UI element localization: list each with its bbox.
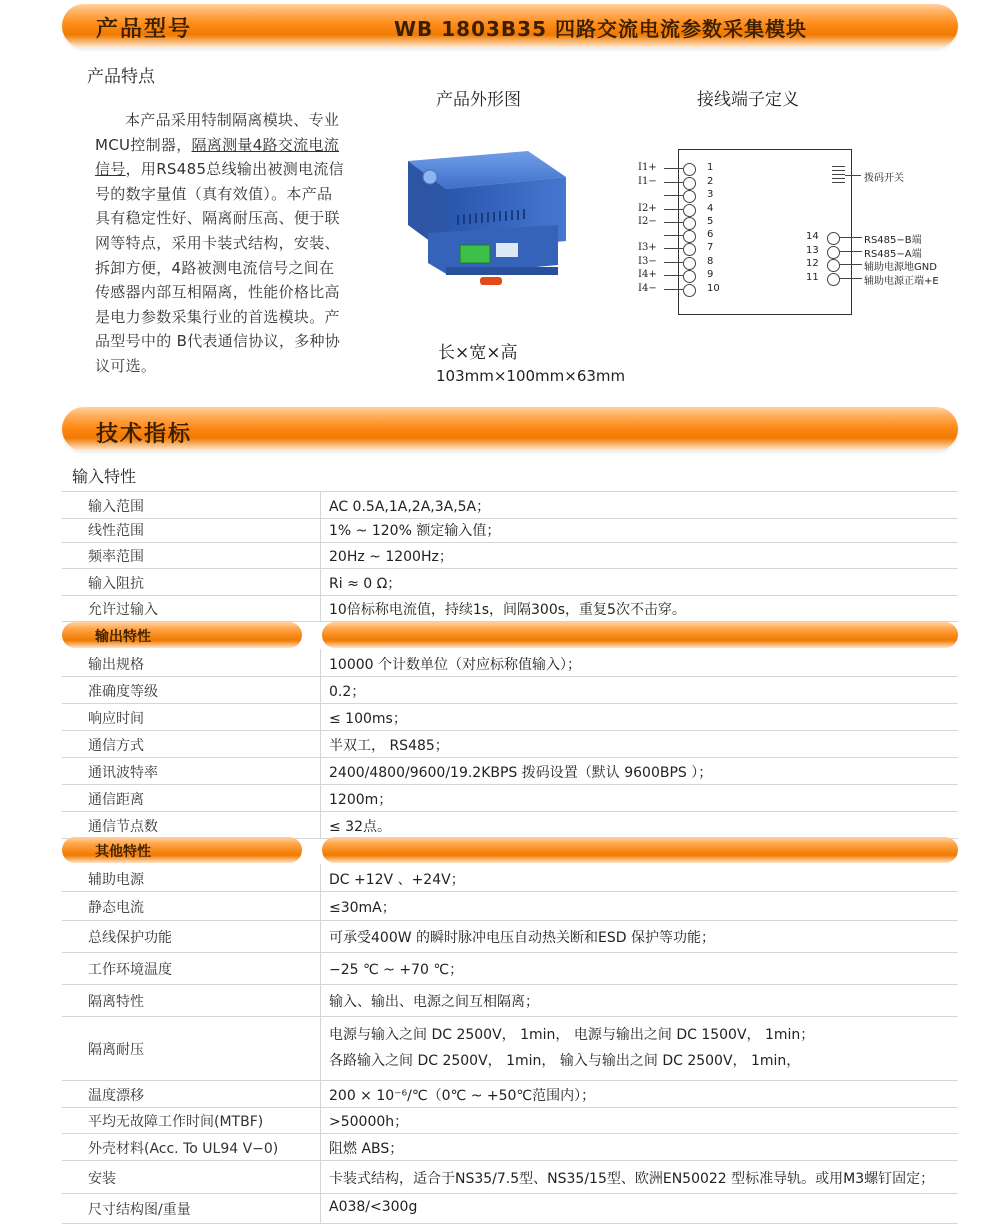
spec-row [62, 757, 958, 785]
spec-key: 外壳材料(Acc. To UL94 V−0) [88, 1140, 279, 1157]
column-divider [320, 920, 321, 952]
spec-key: 输入阻抗 [88, 576, 144, 592]
terminal-number: 6 [707, 229, 714, 240]
spec-row [62, 784, 958, 812]
spec-value: 1200m； [329, 791, 393, 808]
terminal-label: I1− [638, 176, 657, 187]
spec-value: 可承受400W 的瞬时脉冲电压自动热关断和ESD 保护等功能； [329, 930, 715, 946]
spec-row [62, 984, 958, 1017]
spec-key: 平均无故障工作时间(MTBF) [88, 1114, 264, 1130]
column-divider [320, 1133, 321, 1160]
terminal-label: I2+ [638, 203, 657, 214]
terminal-lead [664, 182, 683, 183]
spec-key: 静态电流 [88, 899, 144, 916]
spec-row [62, 730, 958, 758]
spec-key: 频率范围 [88, 549, 144, 565]
column-divider [320, 1160, 321, 1193]
terminal-lead [664, 209, 683, 210]
column-divider [320, 784, 321, 811]
column-divider [320, 516, 321, 542]
terminal-circle [827, 259, 840, 272]
column-divider [320, 1107, 321, 1133]
terminal-label: I2− [638, 216, 657, 227]
spec-row [62, 811, 958, 839]
dip-switch-line [832, 182, 845, 183]
column-divider [320, 1016, 321, 1080]
terminal-label: 辅助电源地GND [864, 262, 937, 273]
terminal-number: 4 [707, 203, 714, 214]
spec-value-line2: 各路输入之间 DC 2500V， 1min， 输入与输出之间 DC 2500V， 1min， [329, 1053, 801, 1069]
device-image [398, 137, 570, 295]
dimensions-title: 长×宽×高 [438, 343, 518, 363]
other-section-bar [62, 837, 302, 863]
column-divider [320, 757, 321, 784]
spec-row [62, 491, 958, 519]
spec-value: 20Hz ~ 1200Hz； [329, 549, 453, 565]
dip-switch-line [832, 166, 845, 167]
other-section-bar-extension [322, 837, 958, 863]
spec-row [62, 1133, 958, 1161]
terminal-label: RS485−B端 [864, 235, 922, 246]
terminal-circle [827, 246, 840, 259]
input-section-title: 输入特性 [72, 467, 137, 486]
spec-value: 半双工， RS485； [329, 737, 449, 754]
spec-value: −25 ℃ ~ +70 ℃； [329, 962, 464, 978]
tech-heading: 技术指标 [96, 422, 193, 447]
terminal-number: 2 [707, 176, 714, 187]
spec-value: 卡装式结构，适合于NS35/7.5型、NS35/15型、欧洲EN50022 型标准导轨。或用M3螺钉固定； [329, 1170, 935, 1187]
other-section-bar-title: 其他特性 [95, 844, 151, 860]
terminal-lead [839, 278, 862, 279]
tech-bar [62, 407, 958, 451]
spec-value: ≤30mA； [329, 899, 396, 916]
spec-key: 通信节点数 [88, 818, 158, 835]
column-divider [320, 811, 321, 838]
spec-key: 通信距离 [88, 791, 144, 808]
terminal-lead [664, 275, 683, 276]
terminal-lead [664, 222, 683, 223]
column-divider [320, 984, 321, 1016]
terminal-lead [664, 235, 683, 236]
terminal-number: 7 [707, 242, 714, 253]
column-divider [320, 730, 321, 757]
spec-value: ≤ 100ms； [329, 710, 407, 727]
terminal-label: I1+ [638, 162, 657, 173]
terminal-label: I4− [638, 283, 657, 294]
spec-value: 10000 个计数单位（对应标称值输入）； [329, 656, 581, 673]
spec-value: Ri ≈ 0 Ω； [329, 576, 402, 592]
spec-row [62, 676, 958, 704]
terminal-label: I3+ [638, 242, 657, 253]
spec-key: 工作环境温度 [88, 962, 172, 978]
spec-value: DC +12V 、+24V； [329, 871, 465, 888]
dip-label: 拨码开关 [864, 173, 904, 184]
terminal-lead [664, 195, 683, 196]
dip-lead [845, 175, 861, 176]
spec-value: 200 × 10⁻⁶/℃（0℃ ~ +50℃范围内）； [329, 1087, 596, 1104]
terminal-number: 11 [806, 272, 819, 283]
dip-switch-line [832, 174, 845, 175]
terminal-number: 10 [707, 283, 720, 294]
dip-switch-line [832, 170, 845, 171]
terminal-number: 9 [707, 269, 714, 280]
spec-key: 准确度等级 [88, 683, 158, 700]
column-divider [320, 1193, 321, 1223]
spec-row [62, 516, 958, 543]
terminal-lead [664, 289, 683, 290]
spec-value: 1% ~ 120% 额定输入值； [329, 523, 501, 539]
column-divider [320, 864, 321, 891]
terminal-label: I4+ [638, 269, 657, 280]
features-text-1: 本产品采用特制隔离模块、专业MCU控制器， [95, 111, 340, 154]
terminal-number: 5 [707, 216, 714, 227]
column-divider [320, 703, 321, 730]
spec-value: 输入、输出、电源之间互相隔离； [329, 994, 539, 1010]
spec-row [62, 1107, 958, 1134]
terminal-circle [683, 177, 696, 190]
terminal-circle [683, 190, 696, 203]
terminal-number: 13 [806, 245, 819, 256]
terminal-circle [827, 273, 840, 286]
column-divider [320, 649, 321, 676]
spec-value: 电源与输入之间 DC 2500V， 1min， 电源与输出之间 DC 1500V， 1min； [329, 1027, 815, 1043]
features-body [95, 108, 345, 379]
spec-key: 允许过输入 [88, 602, 158, 618]
terminal-circle [683, 257, 696, 270]
terminal-number: 1 [707, 162, 714, 173]
terminal-number: 8 [707, 256, 714, 267]
terminal-circle [683, 270, 696, 283]
output-section-bar-extension [322, 622, 958, 648]
spec-row [62, 1160, 958, 1194]
terminal-circle [683, 230, 696, 243]
spec-row [62, 1193, 958, 1224]
terminal-lead [839, 251, 862, 252]
spec-key: 输出规格 [88, 656, 144, 673]
spec-key: 通信方式 [88, 737, 144, 754]
terminal-lead [839, 237, 862, 238]
terminal-label: I3− [638, 256, 657, 267]
terminal-lead [839, 264, 862, 265]
column-divider [320, 676, 321, 703]
features-text-underlined: 隔离测量4路交流电流信号 [95, 135, 340, 179]
spec-row [62, 703, 958, 731]
spec-value: 阻燃 ABS； [329, 1140, 404, 1157]
spec-row [62, 920, 958, 953]
spec-key: 总线保护功能 [88, 930, 172, 946]
spec-key: 输入范围 [88, 499, 144, 515]
spec-row [62, 891, 958, 921]
model-name: WB 1803B35 四路交流电流参数采集模块 [394, 17, 807, 41]
terminal-lead [664, 168, 683, 169]
product-model-heading: 产品型号 [96, 17, 193, 42]
spec-key: 隔离耐压 [88, 1042, 144, 1058]
spec-key: 隔离特性 [88, 994, 144, 1010]
terminal-number: 3 [707, 189, 714, 200]
spec-row [62, 569, 958, 596]
column-divider [320, 492, 321, 518]
column-divider [320, 569, 321, 595]
terminal-number: 12 [806, 258, 819, 269]
dimensions-value: 103mm×100mm×63mm [436, 367, 626, 385]
spec-value: >50000h； [329, 1114, 409, 1130]
spec-row [62, 1080, 958, 1108]
terminal-label: RS485−A端 [864, 249, 922, 260]
spec-value: 2400/4800/9600/19.2KBPS 拨码设置（默认 9600BPS ）； [329, 764, 713, 781]
features-text-2: ，用RS485总线输出被测电流信号的数字量值（真有效值）。本产品具有稳定性好、隔离耐压高、便于联网等特点，采用卡装式结构，安装、拆卸方便，4路被测电流信号之间在传感器内部互相隔离，性能价格比高 是电力参数采集行业的首选模块。产品型号中的 B代表通信协议，多种协议可选。 [95, 160, 344, 375]
terminal-circle [683, 284, 696, 297]
spec-key: 安装 [88, 1170, 116, 1187]
column-divider [320, 891, 321, 920]
header-bar [62, 4, 958, 48]
spec-value: A038/<300g [329, 1199, 418, 1215]
spec-key: 线性范围 [88, 523, 144, 539]
spec-row [62, 1016, 958, 1081]
terminal-circle [683, 243, 696, 256]
spec-row [62, 649, 958, 677]
column-divider [320, 595, 321, 621]
spec-key: 通讯波特率 [88, 764, 158, 781]
terminal-lead [664, 248, 683, 249]
spec-value: ≤ 32点。 [329, 818, 391, 835]
output-section-bar [62, 622, 302, 648]
spec-row [62, 864, 958, 892]
terminal-label: 辅助电源正端+E [864, 276, 939, 287]
terminal-lead [664, 262, 683, 263]
spec-key: 响应时间 [88, 710, 144, 727]
spec-row [62, 542, 958, 569]
terminal-circle [683, 217, 696, 230]
spec-value: AC 0.5A,1A,2A,3A,5A； [329, 499, 491, 515]
spec-row [62, 952, 958, 985]
appearance-title: 产品外形图 [436, 90, 521, 110]
column-divider [320, 1080, 321, 1107]
wiring-title: 接线端子定义 [697, 90, 799, 110]
terminal-circle [683, 204, 696, 217]
terminal-circle [683, 163, 696, 176]
terminal-circle [827, 232, 840, 245]
features-title: 产品特点 [87, 67, 155, 87]
spec-row [62, 595, 958, 622]
column-divider [320, 952, 321, 984]
dip-switch-line [832, 178, 845, 179]
spec-value: 0.2； [329, 683, 366, 700]
spec-value: 10倍标称电流值，持续1s，间隔300s，重复5次不击穿。 [329, 602, 686, 618]
spec-key: 辅助电源 [88, 871, 144, 888]
spec-key: 温度漂移 [88, 1087, 144, 1104]
output-section-bar-title: 输出特性 [95, 629, 151, 645]
terminal-number: 14 [806, 231, 819, 242]
terminal-box [678, 149, 852, 315]
spec-key: 尺寸结构图/重量 [88, 1202, 191, 1218]
column-divider [320, 542, 321, 568]
